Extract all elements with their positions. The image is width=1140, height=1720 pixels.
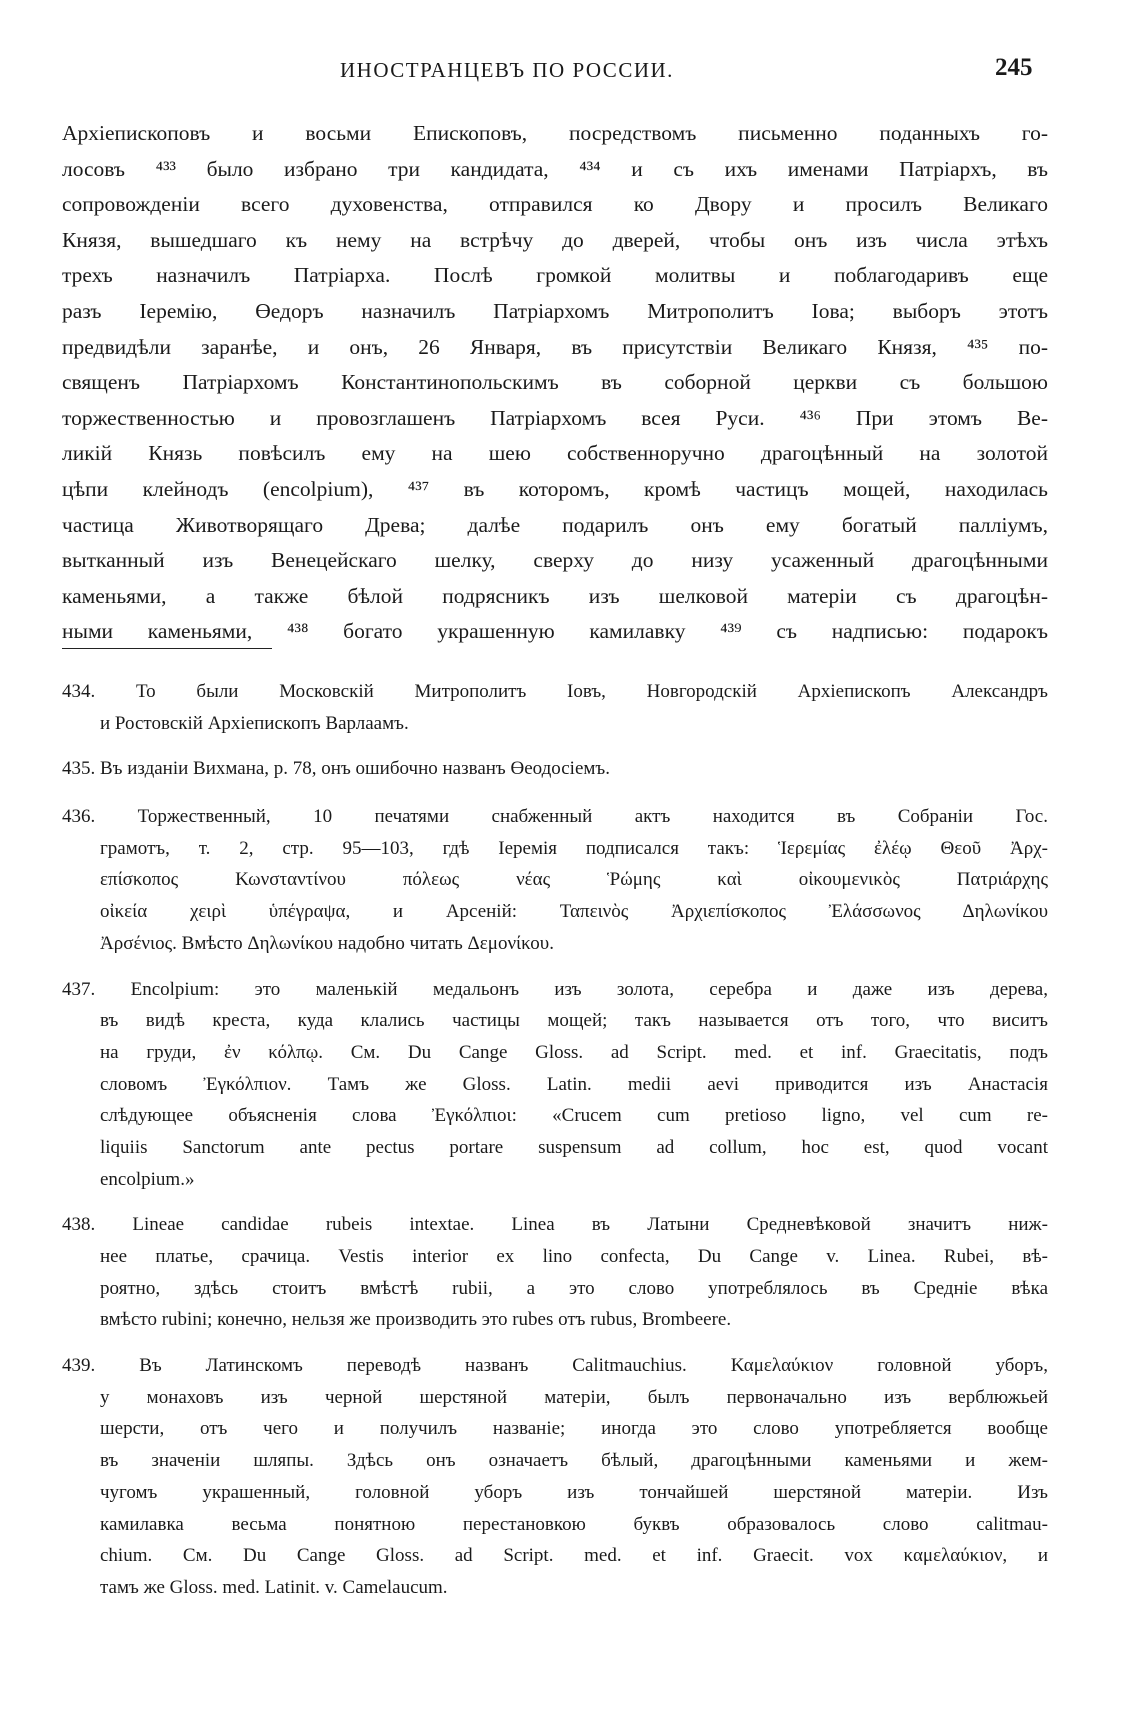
footnote-line: шерсти, отъ чего и получилъ названіе; иногда это слово употребляется вообще: [100, 1418, 1048, 1440]
footnote-line: 437. Encolpium: это маленькій медальонъ изъ золота, серебра и даже изъ дерева,: [62, 978, 1048, 1000]
main-text-line: трехъ назначилъ Патріарха. Послѣ громкой молитвы и поблагодаривъ еще: [62, 263, 1048, 288]
main-text-line: сопровожденіи всего духовенства, отправился ко Двору и просилъ Великаго: [62, 192, 1048, 217]
footnote-line: у монаховъ изъ черной шерстяной матеріи, былъ первоначально изъ верблюжьей: [100, 1386, 1048, 1408]
footnote-line: επίσκοπος Κωνσταντίνου πόλεως νέας Ῥώμης καὶ οἰκουμενικὸς Πατριάρχης: [100, 869, 1048, 891]
footnote-435: [62, 753, 1048, 785]
footnote-line: нее платье, срачица. Vestis interior ex lino confecta, Du Cange v. Linea. Rubei, вѣ-: [100, 1246, 1048, 1267]
footnote-line: 436. Торжественный, 10 печатями снабженный актъ находится въ Собраніи Гос.: [62, 806, 1048, 828]
footnote-line: Ἀρσένιος. Вмѣсто Δηλωνίκου надобно читать Δεμονίκου.: [100, 932, 554, 954]
footnote-line: въ значеніи шляпы. Здѣсь онъ означаетъ бѣлый, драгоцѣнными каменьями и жем-: [100, 1450, 1048, 1472]
footnote-line: въ видѣ креста, куда клались частицы мощей; такъ называется отъ того, что виситъ: [100, 1010, 1048, 1032]
footnote-437: [62, 974, 1048, 1196]
footnote-line: тамъ же Gloss. med. Latinit. v. Camelaucum.: [100, 1576, 448, 1598]
footnote-line: и Ростовскій Архіепископъ Варлаамъ.: [100, 712, 409, 734]
footnote-line: словомъ Ἐγκόλπιον. Тамъ же Gloss. Latin. medii aevi приводится изъ Анастасія: [100, 1073, 1048, 1095]
footnote-separator-rule: [62, 648, 272, 649]
main-text-line: предвидѣли заранѣе, и онъ, 26 Января, въ присутствіи Великаго Князя, ⁴³⁵ по-: [62, 334, 1048, 359]
main-text-line: Архіепископовъ и восьми Епископовъ, посредствомъ письменно поданныхъ го-: [62, 121, 1048, 145]
footnote-line: чугомъ украшенный, головной уборъ изъ тончайшей шерстяной матеріи. Изъ: [100, 1481, 1048, 1503]
footnote-line: 435. Въ изданіи Вихмана, р. 78, онъ ошибочно названъ Өеодосіемъ.: [62, 758, 610, 780]
main-text-line: торжественностью и провозглашенъ Патріархомъ всея Руси. ⁴³⁶ При этомъ Ве-: [62, 405, 1048, 430]
footnote-line: chium. См. Du Cange Gloss. ad Script. med. et inf. Graecit. vox καμελαύκιον, и: [100, 1545, 1048, 1567]
footnote-line: liquiis Sanctorum ante pectus portare suspensum ad collum, hoc est, quod vocant: [100, 1136, 1048, 1158]
footnote-line: роятно, здѣсь стоитъ вмѣстѣ rubii, а это слово употреблялось въ Средніе вѣка: [100, 1277, 1048, 1299]
main-text-line: лосовъ ⁴³³ было избрано три кандидата, ⁴³⁴ и съ ихъ именами Патріархъ, въ: [62, 156, 1048, 181]
footnote-line: слѣдующее объясненія слова Ἐγκόλπιοι: «Crucem cum pretioso ligno, vel cum re-: [100, 1105, 1048, 1127]
footnote-line: 434. То были Московскій Митрополитъ Іовъ, Новгородскій Архіепископъ Александръ: [62, 681, 1048, 702]
main-text-line: священъ Патріархомъ Константинопольскимъ въ соборной церкви съ большою: [62, 370, 1048, 395]
footnote-line: на груди, ἐν κόλπῳ. См. Du Cange Gloss. ad Script. med. et inf. Graecitatis, подъ: [100, 1041, 1048, 1063]
main-text-line: Князя, вышедшаго къ нему на встрѣчу до дверей, чтобы онъ изъ числа этѣхъ: [62, 227, 1048, 252]
footnote-line: 439. Въ Латинскомъ переводѣ названъ Calitmauchius. Καμελαύκιον головной уборъ,: [62, 1355, 1048, 1377]
page-number: 245: [995, 54, 1033, 81]
footnote-line: 438. Lineae candidae rubeis intextae. Linea въ Латыни Средневѣковой значитъ ниж-: [62, 1214, 1048, 1236]
footnote-line: οἰκεία χειρὶ ὑπέγραψα, и Арсеній: Ταπεινὸς Ἀρχιεπίσκοπος Ἐλάσσωνος Δηλωνίκου: [100, 901, 1048, 923]
main-text-line: частица Животворящаго Древа; далѣе подарилъ онъ ему богатый палліумъ,: [62, 512, 1048, 537]
main-text-line: ликій Князь повѣсилъ ему на шею собственноручно драгоцѣнный на золотой: [62, 441, 1048, 466]
footnote-line: камилавка весьма понятною перестановкою буквъ образовалось слово calitmau-: [100, 1513, 1048, 1535]
footnote-line: грамотъ, т. 2, стр. 95—103, гдѣ Іеремія подписался такъ: Ἱερεμίας ἐλέῳ Θεοῦ Ἀρχ-: [100, 837, 1048, 859]
main-text: [62, 116, 1048, 650]
main-text-line: вытканный изъ Венецейскаго шелку, сверху до низу усаженный драгоцѣнными: [62, 548, 1048, 573]
main-text-line: цѣпи клейнодъ (encolpium), ⁴³⁷ въ которомъ, кромѣ частицъ мощей, находилась: [62, 476, 1048, 501]
footnote-line: encolpium.»: [100, 1168, 195, 1190]
footnote-line: вмѣсто rubini; конечно, нельзя же производить это rubes отъ rubus, Brombeere.: [100, 1309, 732, 1331]
footnotes: [62, 676, 1048, 1618]
footnote-438: [62, 1209, 1048, 1336]
running-title: ИНОСТРАНЦЕВЪ ПО РОССИИ.: [340, 58, 674, 82]
main-text-line: разъ Іеремію, Өедоръ назначилъ Патріархомъ Митрополитъ Іова; выборъ этотъ: [62, 298, 1048, 323]
main-text-line: ными каменьями, ⁴³⁸ богато украшенную камилавку ⁴³⁹ съ надписью: подарокъ: [62, 619, 1048, 644]
footnote-436: [62, 801, 1048, 959]
footnote-434: [62, 676, 1048, 739]
footnote-439: [62, 1350, 1048, 1604]
main-text-line: каменьями, а также бѣлой подрясникъ изъ шелковой матеріи съ драгоцѣн-: [62, 583, 1048, 608]
